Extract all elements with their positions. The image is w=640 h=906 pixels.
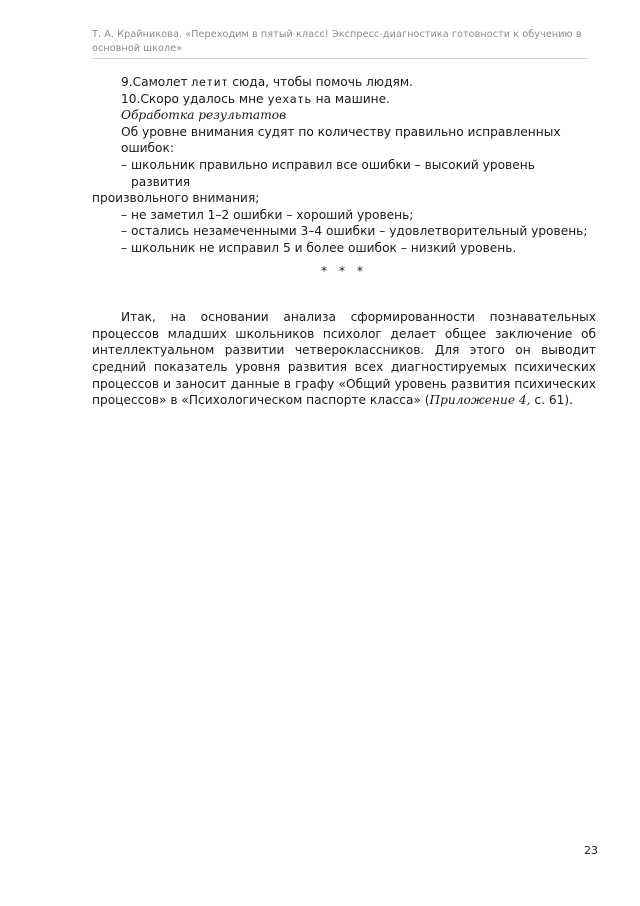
sentence-10-error-word: уехать xyxy=(267,91,312,106)
level-high-text: школьник правильно исправил все ошибки – высокий уровень развития xyxy=(131,157,535,189)
results-heading: Обработка результатов xyxy=(121,108,287,123)
sentence-9-prefix: 9.Самолет xyxy=(121,75,192,89)
level-satisfactory xyxy=(92,223,596,240)
level-low xyxy=(92,240,596,257)
conclusion-text: Итак, на основании анализа сформированности познавательных процессов младших школьников психолог делает общее заключение об интеллектуальном развитии четвероклассников. Для этого он выводит средний показатель уровня развития всех диагностируемых психических процессов и заносит данные в графу «Общий уровень развития психических процессов» в «Психологическом паспорте класса» ( xyxy=(92,310,596,408)
running-title: Т. А. Крайникова. «Переходим в пятый класс! Экспресс-диагностика готовности к обучению в основной школе» xyxy=(92,29,582,54)
dash-marker: – xyxy=(121,157,128,172)
level-high xyxy=(92,157,596,190)
level-good xyxy=(92,207,596,224)
conclusion-paragraph xyxy=(92,309,596,409)
level-satisfactory-text: остались незамеченными 3–4 ошибки – удовлетворительный уровень; xyxy=(131,224,588,239)
page-body xyxy=(92,74,596,409)
sentence-9-suffix: сюда, чтобы помочь людям. xyxy=(228,75,413,89)
running-header xyxy=(92,28,588,59)
level-low-text: школьник не исправил 5 и более ошибок – низкий уровень. xyxy=(131,240,517,255)
sentence-item-10 xyxy=(92,91,596,108)
appendix-reference: Приложение 4, xyxy=(429,393,531,408)
dash-marker: – xyxy=(121,224,128,239)
dash-marker: – xyxy=(121,207,128,222)
conclusion-text-end: с. 61). xyxy=(530,393,574,408)
dash-marker: – xyxy=(121,240,128,255)
sentence-10-prefix: 10.Скоро удалось мне xyxy=(121,91,268,106)
section-separator: * * * xyxy=(320,263,368,278)
sentence-item-9 xyxy=(92,74,596,91)
sentence-9-error-word: летит xyxy=(191,75,229,89)
level-high-continuation: произвольного внимания; xyxy=(92,191,260,206)
results-intro: Об уровне внимания судят по количеству правильно исправленных ошибок: xyxy=(121,124,561,156)
page-number: 23 xyxy=(584,844,598,857)
level-good-text: не заметил 1–2 ошибки – хороший уровень; xyxy=(131,207,414,222)
sentence-10-suffix: на машине. xyxy=(311,91,390,106)
